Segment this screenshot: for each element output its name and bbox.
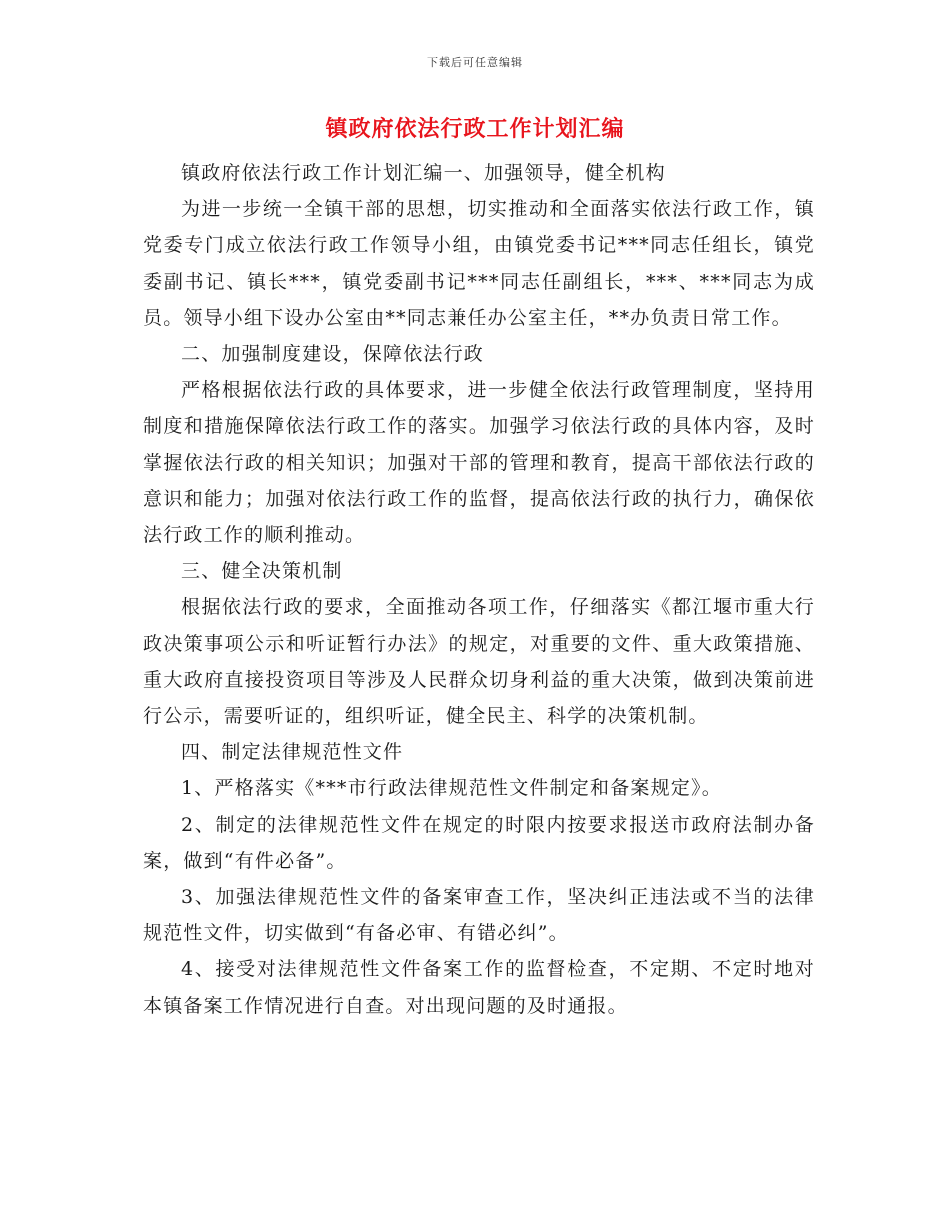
list-item: 2、制定的法律规范性文件在规定的时限内按要求报送市政府法制办备案，做到“有件必备”。 — [143, 813, 815, 872]
paragraph: 严格根据依法行政的具体要求，进一步健全依法行政管理制度，坚持用制度和措施保障依法行政工作的落实。加强学习依法行政的具体内容，及时掌握依法行政的相关知识；加强对干部的管理和教育，提高干部依法行政的意识和能力；加强对依法行政工作的监督，提高依法行政的执行力，确保依法行政工作的顺利推动。 — [143, 379, 815, 547]
document-body — [143, 155, 815, 1024]
list-item: 3、加强法律规范性文件的备案审查工作，坚决纠正违法或不当的法律规范性文件，切实做到“有备必审、有错必纠”。 — [143, 886, 815, 945]
paragraph: 为进一步统一全镇干部的思想，切实推动和全面落实依法行政工作，镇党委专门成立依法行政工作领导小组，由镇党委书记***同志任组长，镇党委副书记、镇长***，镇党委副书记***同志任副组长，***、***同志为成员。领导小组下设办公室由**同志兼任办公室主任，**办负责日常工作。 — [143, 198, 815, 329]
list-item: 4、接受对法律规范性文件备案工作的监督检查，不定期、不定时地对本镇备案工作情况进行自查。对出现问题的及时通报。 — [143, 958, 815, 1017]
list-item: 1、严格落实《***市行政法律规范性文件制定和备案规定》。 — [181, 777, 722, 800]
paragraph: 根据依法行政的要求，全面推动各项工作，仔细落实《都江堰市重大行政决策事项公示和听证暂行办法》的规定，对重要的文件、重大政策措施、重大政府直接投资项目等涉及人民群众切身利益的重大决策，做到决策前进行公示，需要听证的，组织听证，健全民主、科学的决策机制。 — [143, 596, 815, 728]
header-note: 下载后可任意编辑 — [427, 56, 523, 69]
section-heading: 二、加强制度建设，保障依法行政 — [181, 343, 485, 366]
section-heading: 四、制定法律规范性文件 — [181, 741, 404, 764]
paragraph-intro: 镇政府依法行政工作计划汇编一、加强领导，健全机构 — [181, 162, 666, 184]
document-title: 镇政府依法行政工作计划汇编 — [325, 116, 625, 142]
section-heading: 三、健全决策机制 — [181, 560, 343, 583]
